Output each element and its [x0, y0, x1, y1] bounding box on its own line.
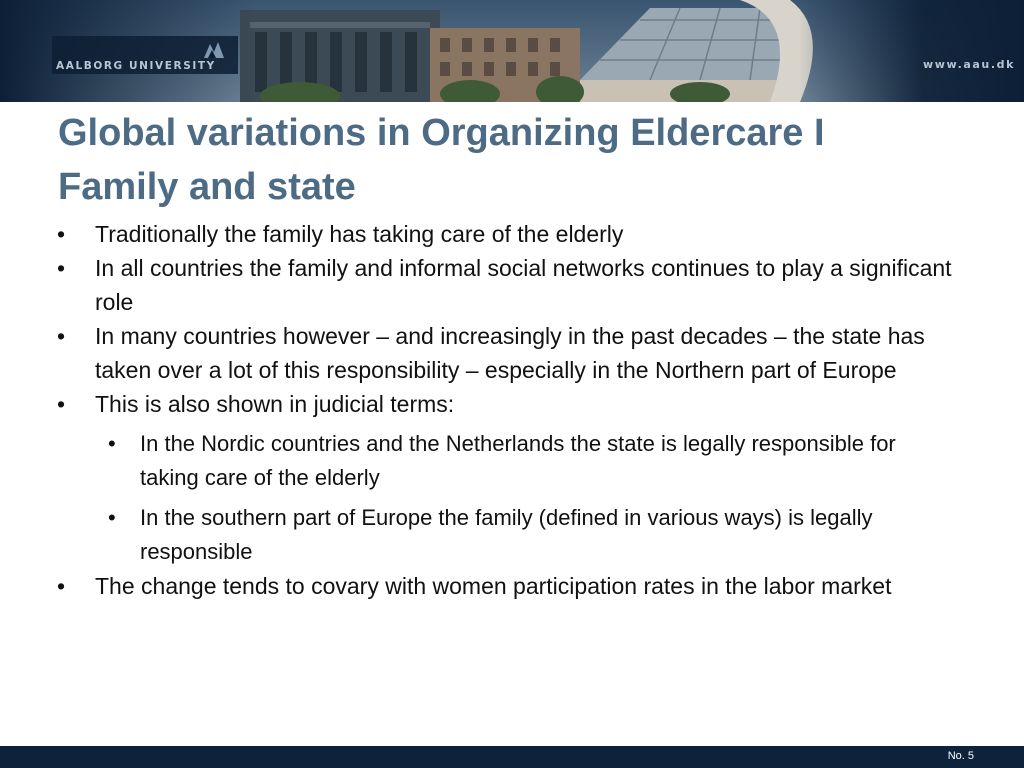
- bullet-item: [0, 251, 963, 319]
- footer-bar: [0, 746, 1024, 768]
- bullet-dot: •: [57, 391, 66, 417]
- bullet-text: This is also shown in judicial terms:: [95, 391, 455, 417]
- bullet-item: [0, 217, 963, 251]
- bullet-dot: •: [57, 573, 66, 599]
- bullet-list: [0, 217, 1024, 603]
- slide-title: [58, 106, 998, 214]
- header-banner: [0, 0, 1024, 102]
- slide-title-line-2: Family and state: [58, 166, 356, 208]
- bullet-text: In many countries however – and increasingly in the past decades – the state has taken over a lot of this responsibility – especially in the Northern part of Europe: [95, 323, 925, 383]
- bullet-dot: •: [57, 323, 66, 349]
- bullet-text: The change tends to covary with women participation rates in the labor market: [95, 573, 892, 599]
- sub-bullet-dot: •: [108, 505, 116, 530]
- sub-bullet-dot: •: [108, 431, 116, 456]
- bullet-dot: •: [57, 255, 66, 281]
- bullet-dot: •: [57, 221, 66, 247]
- bullet-item: [0, 569, 963, 603]
- website-url: www.aau.dk: [922, 58, 1015, 71]
- sub-bullet-item: [0, 427, 950, 495]
- slide-title-line-1: Global variations in Organizing Eldercare I: [58, 112, 825, 154]
- sub-bullet-item: [0, 501, 950, 569]
- aau-logo: [52, 36, 238, 74]
- bullet-text: In all countries the family and informal social networks continues to play a significant role: [95, 255, 952, 315]
- bullet-item: [0, 387, 963, 421]
- sub-bullet-text: In the southern part of Europe the family (defined in various ways) is legally responsible: [140, 505, 873, 564]
- aau-logo-mark-icon: [200, 40, 228, 60]
- sub-bullet-text: In the Nordic countries and the Netherlands the state is legally responsible for taking care of the elderly: [140, 431, 896, 490]
- page-number: No. 5: [947, 750, 974, 762]
- bullet-text: Traditionally the family has taking care of the elderly: [95, 221, 624, 247]
- university-name: AALBORG UNIVERSITY: [56, 60, 216, 72]
- bullet-item: [0, 319, 963, 387]
